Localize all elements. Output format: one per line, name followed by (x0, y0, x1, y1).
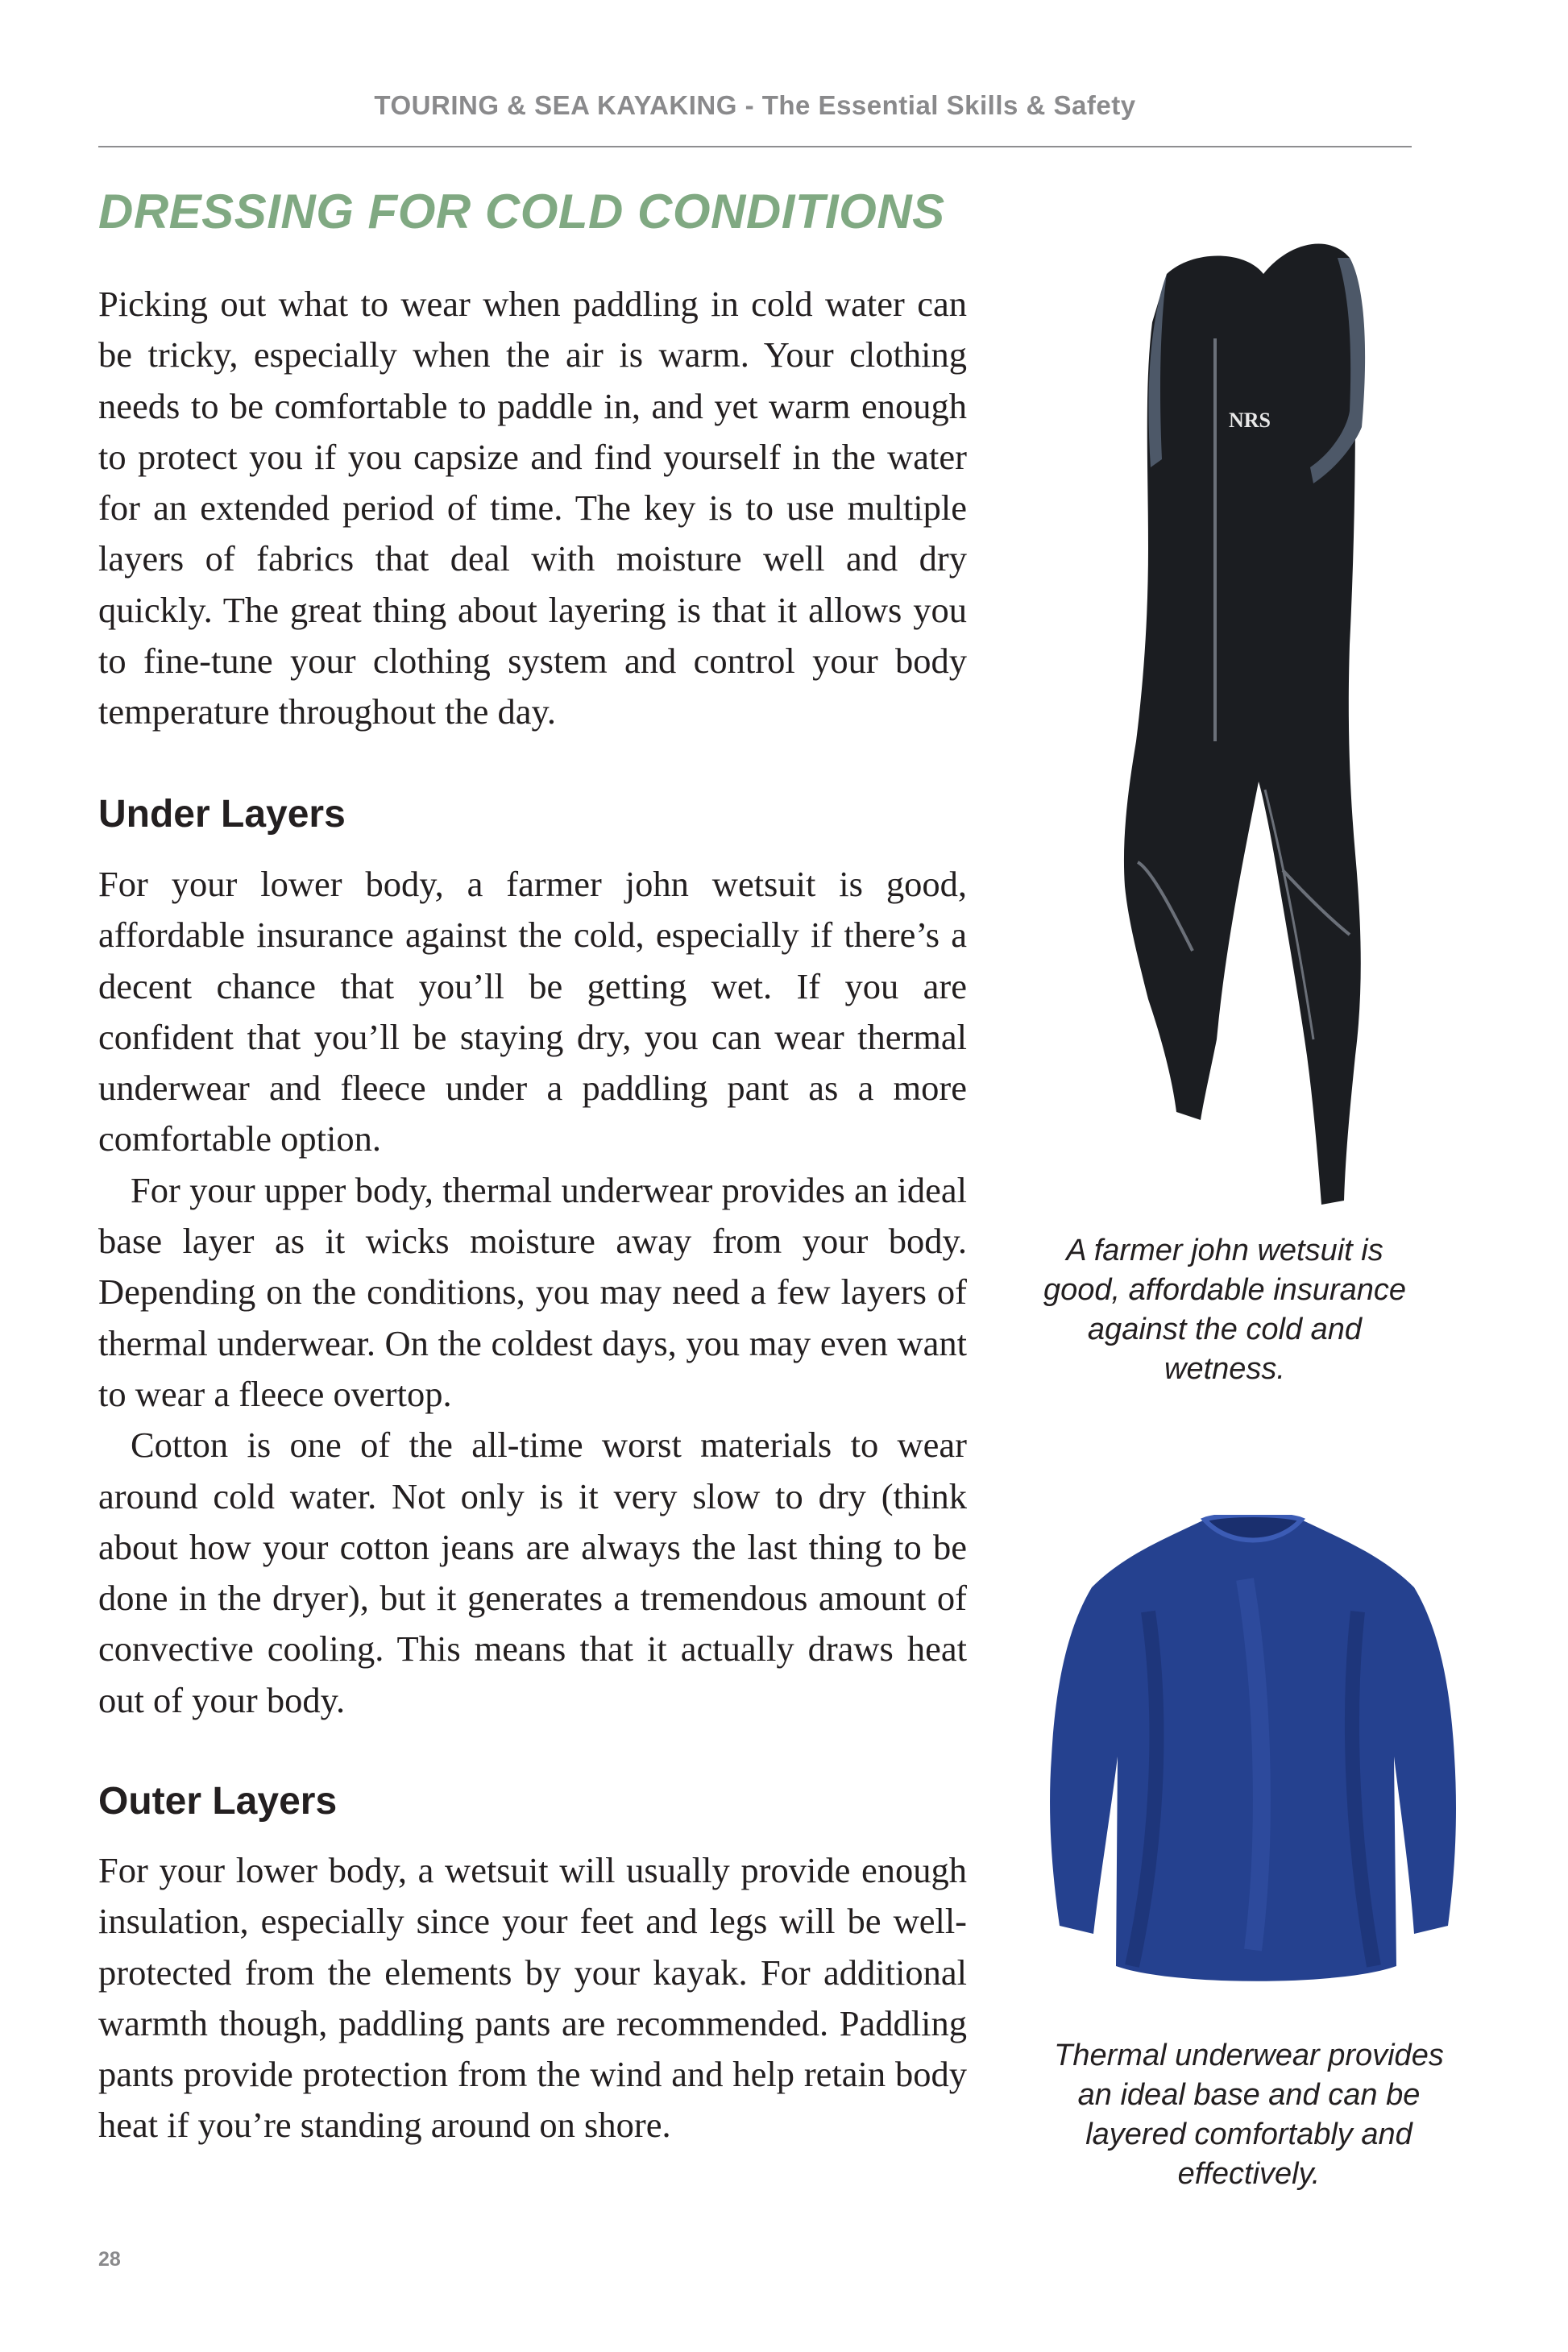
outer-layers-heading: Outer Layers (98, 1780, 338, 1823)
thermal-shirt-photo (1035, 1515, 1471, 1990)
page-number: 28 (98, 2248, 121, 2271)
intro-text (98, 279, 967, 738)
header-divider (98, 146, 1412, 147)
nrs-logo: NRS (1229, 409, 1271, 432)
shirt-caption: Thermal underwear provides an ideal base and can be layered comfortably and effectively. (1054, 2039, 1444, 2191)
outer-layers-text (98, 1845, 967, 2151)
wetsuit-caption: A farmer john wetsuit is good, affordable insurance against the cold and wetness. (1043, 1234, 1406, 1386)
under-layers-paragraph: For your lower body, a farmer john wetsuit is good, affordable insurance against the cold, especially if there’s a decent chance that you’ll be getting wet. If you are confident that you’ll be staying dry, you can wear thermal underwear and fleece under a paddling pant as a more comfortable option. (98, 864, 967, 1159)
farmer-john-wetsuit-photo (1072, 226, 1426, 1217)
under-layers-paragraph: For your upper body, thermal underwear provides an ideal base layer as it wicks moisture away from your body. Depending on the conditions, you may need a few layers of thermal underwear. On the coldest days, you may even want to wear a fleece overtop. (98, 1169, 967, 1414)
under-layers-heading: Under Layers (98, 793, 346, 836)
outer-layers-paragraph: For your lower body, a wetsuit will usually provide enough insulation, especially since your feet and legs will be well-protected from the elements by your kayak. For additional warmth though, paddling pants are recommended. Paddling pants provide protection from the wind and help retain body heat if you’re standing around on shore. (98, 1850, 967, 2146)
intro-paragraph: Picking out what to wear when paddling in cold water can be tricky, especially when the air is warm. Your clothing needs to be comfortable to paddle in, and yet warm enough to protect you if you capsize and find yourself in the water for an extended period of time. The key is to use multiple layers of fabrics that deal with moisture well and dry quickly. The great thing about layering is that it allows you to fine-tune your clothing system and control your body temperature throughout the day. (98, 284, 967, 732)
running-header: TOURING & SEA KAYAKING - The Essential Skills & Safety (374, 90, 1136, 120)
under-layers-paragraph: Cotton is one of the all-time worst materials to wear around cold water. Not only is it very slow to dry (think about how your cotton jeans are always the last thing to be done in the dryer), but it generates a tremendous amount of convective cooling. This means that it actually draws heat out of your body. (98, 1425, 967, 1720)
under-layers-text (98, 859, 967, 1726)
page-title: DRESSING FOR COLD CONDITIONS (98, 185, 945, 239)
